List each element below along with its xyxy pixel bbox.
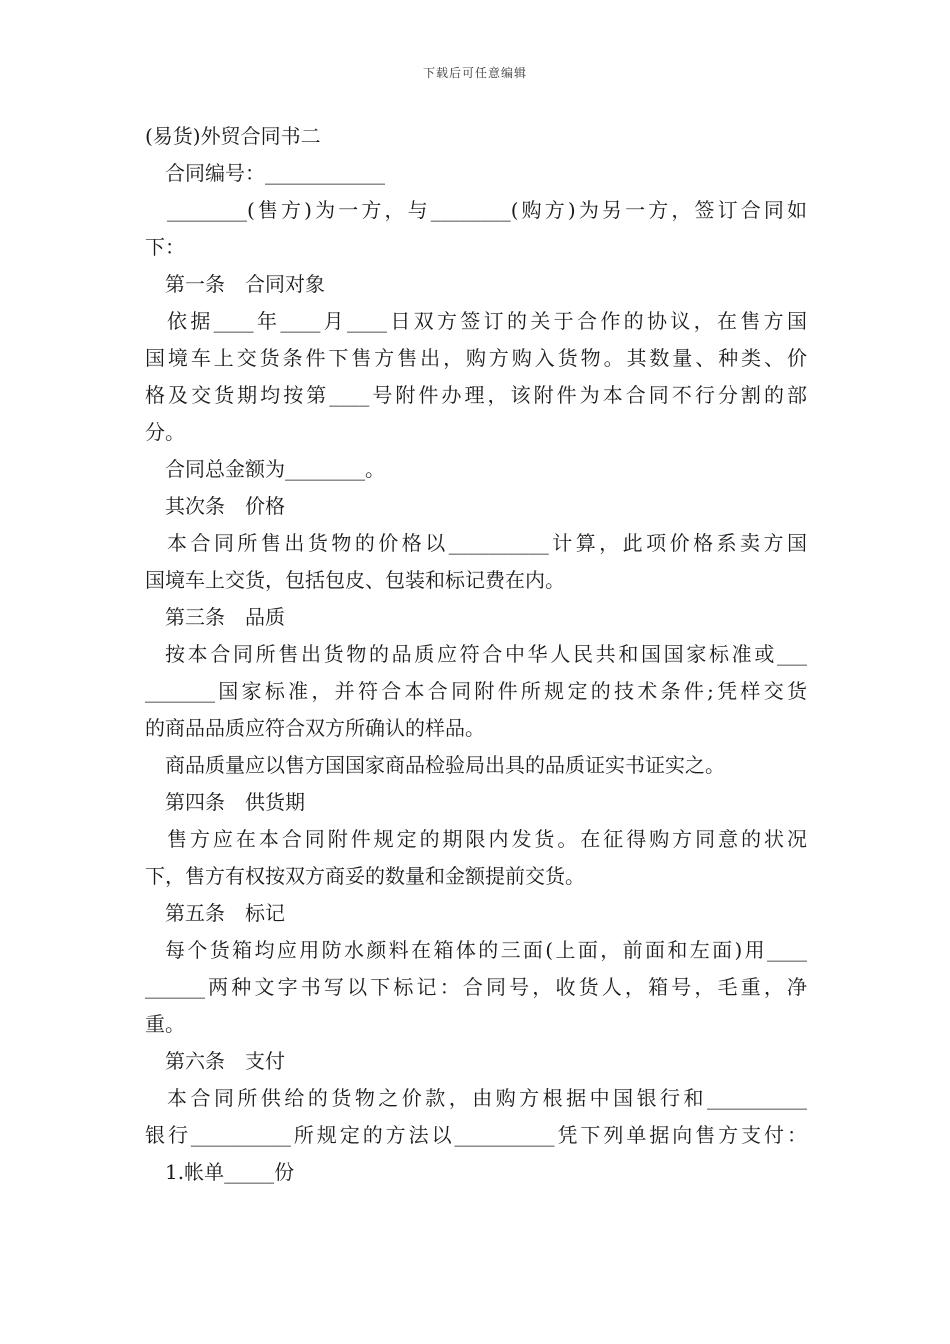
article-5-text: 每个货箱均应用防水颜料在箱体的三面(上面，前面和左面)用____ [165, 938, 807, 962]
article-4-text: 售方应在本合同附件规定的期限内发货。在征得购方同意的状况 [167, 827, 807, 851]
article-4-text: 下，售方有权按双方商妥的数量和金额提前交货。 [145, 864, 585, 888]
article-2-text: 本合同所售出货物的价格以__________计算，此项价格系卖方国 [167, 531, 807, 555]
article-2-text: 国境车上交货，包括包皮、包装和标记费在内。 [145, 568, 565, 592]
list-item: 1.帐单_____份 [165, 1160, 295, 1184]
article-1-text: 依据____年____月____日双方签订的关于合作的协议，在售方国 [167, 309, 807, 333]
article-1-text: 格及交货期均按第____号附件办理，该附件为本合同不行分割的部 [145, 383, 807, 407]
document-title: (易货)外贸合同书二 [145, 124, 321, 148]
article-6-heading: 第六条 支付 [165, 1049, 285, 1073]
article-2-heading: 其次条 价格 [165, 494, 285, 518]
article-3-text: _______国家标准，并符合本合同附件所规定的技术条件;凭样交货 [145, 679, 807, 703]
article-6-text: 本合同所供给的货物之价款，由购方根据中国银行和__________ [167, 1086, 807, 1110]
article-3-heading: 第三条 品质 [165, 605, 285, 629]
page-header-note: 下载后可任意编辑 [422, 66, 527, 80]
article-5-text: ______两种文字书写以下标记：合同号，收货人，箱号，毛重，净 [145, 975, 807, 999]
article-3-text: 商品质量应以售方国国家商品检验局出具的品质证实书证实之。 [165, 753, 725, 777]
document-body [145, 118, 807, 1191]
article-3-text: 的商品品质应符合双方所确认的样品。 [145, 716, 485, 740]
total-amount-line: 合同总金额为________。 [165, 457, 385, 481]
article-1-text: 国境车上交货条件下售方售出，购方购入货物。其数量、种类、价 [145, 346, 807, 370]
article-6-text: 银行__________所规定的方法以__________凭下列单据向售方支付： [145, 1123, 807, 1147]
article-1-text: 分。 [145, 420, 185, 444]
parties-line-continued: 下： [145, 235, 185, 259]
article-4-heading: 第四条 供货期 [165, 790, 305, 814]
article-5-text: 重。 [145, 1012, 185, 1036]
article-3-text: 按本合同所售出货物的品质应符合中华人民共和国国家标准或___ [165, 642, 807, 666]
parties-line: ________(售方)为一方，与________(购方)为另一方，签订合同如 [167, 198, 807, 222]
article-5-heading: 第五条 标记 [165, 901, 285, 925]
article-1-heading: 第一条 合同对象 [165, 272, 325, 296]
contract-number-line: 合同编号：____________ [165, 161, 385, 185]
